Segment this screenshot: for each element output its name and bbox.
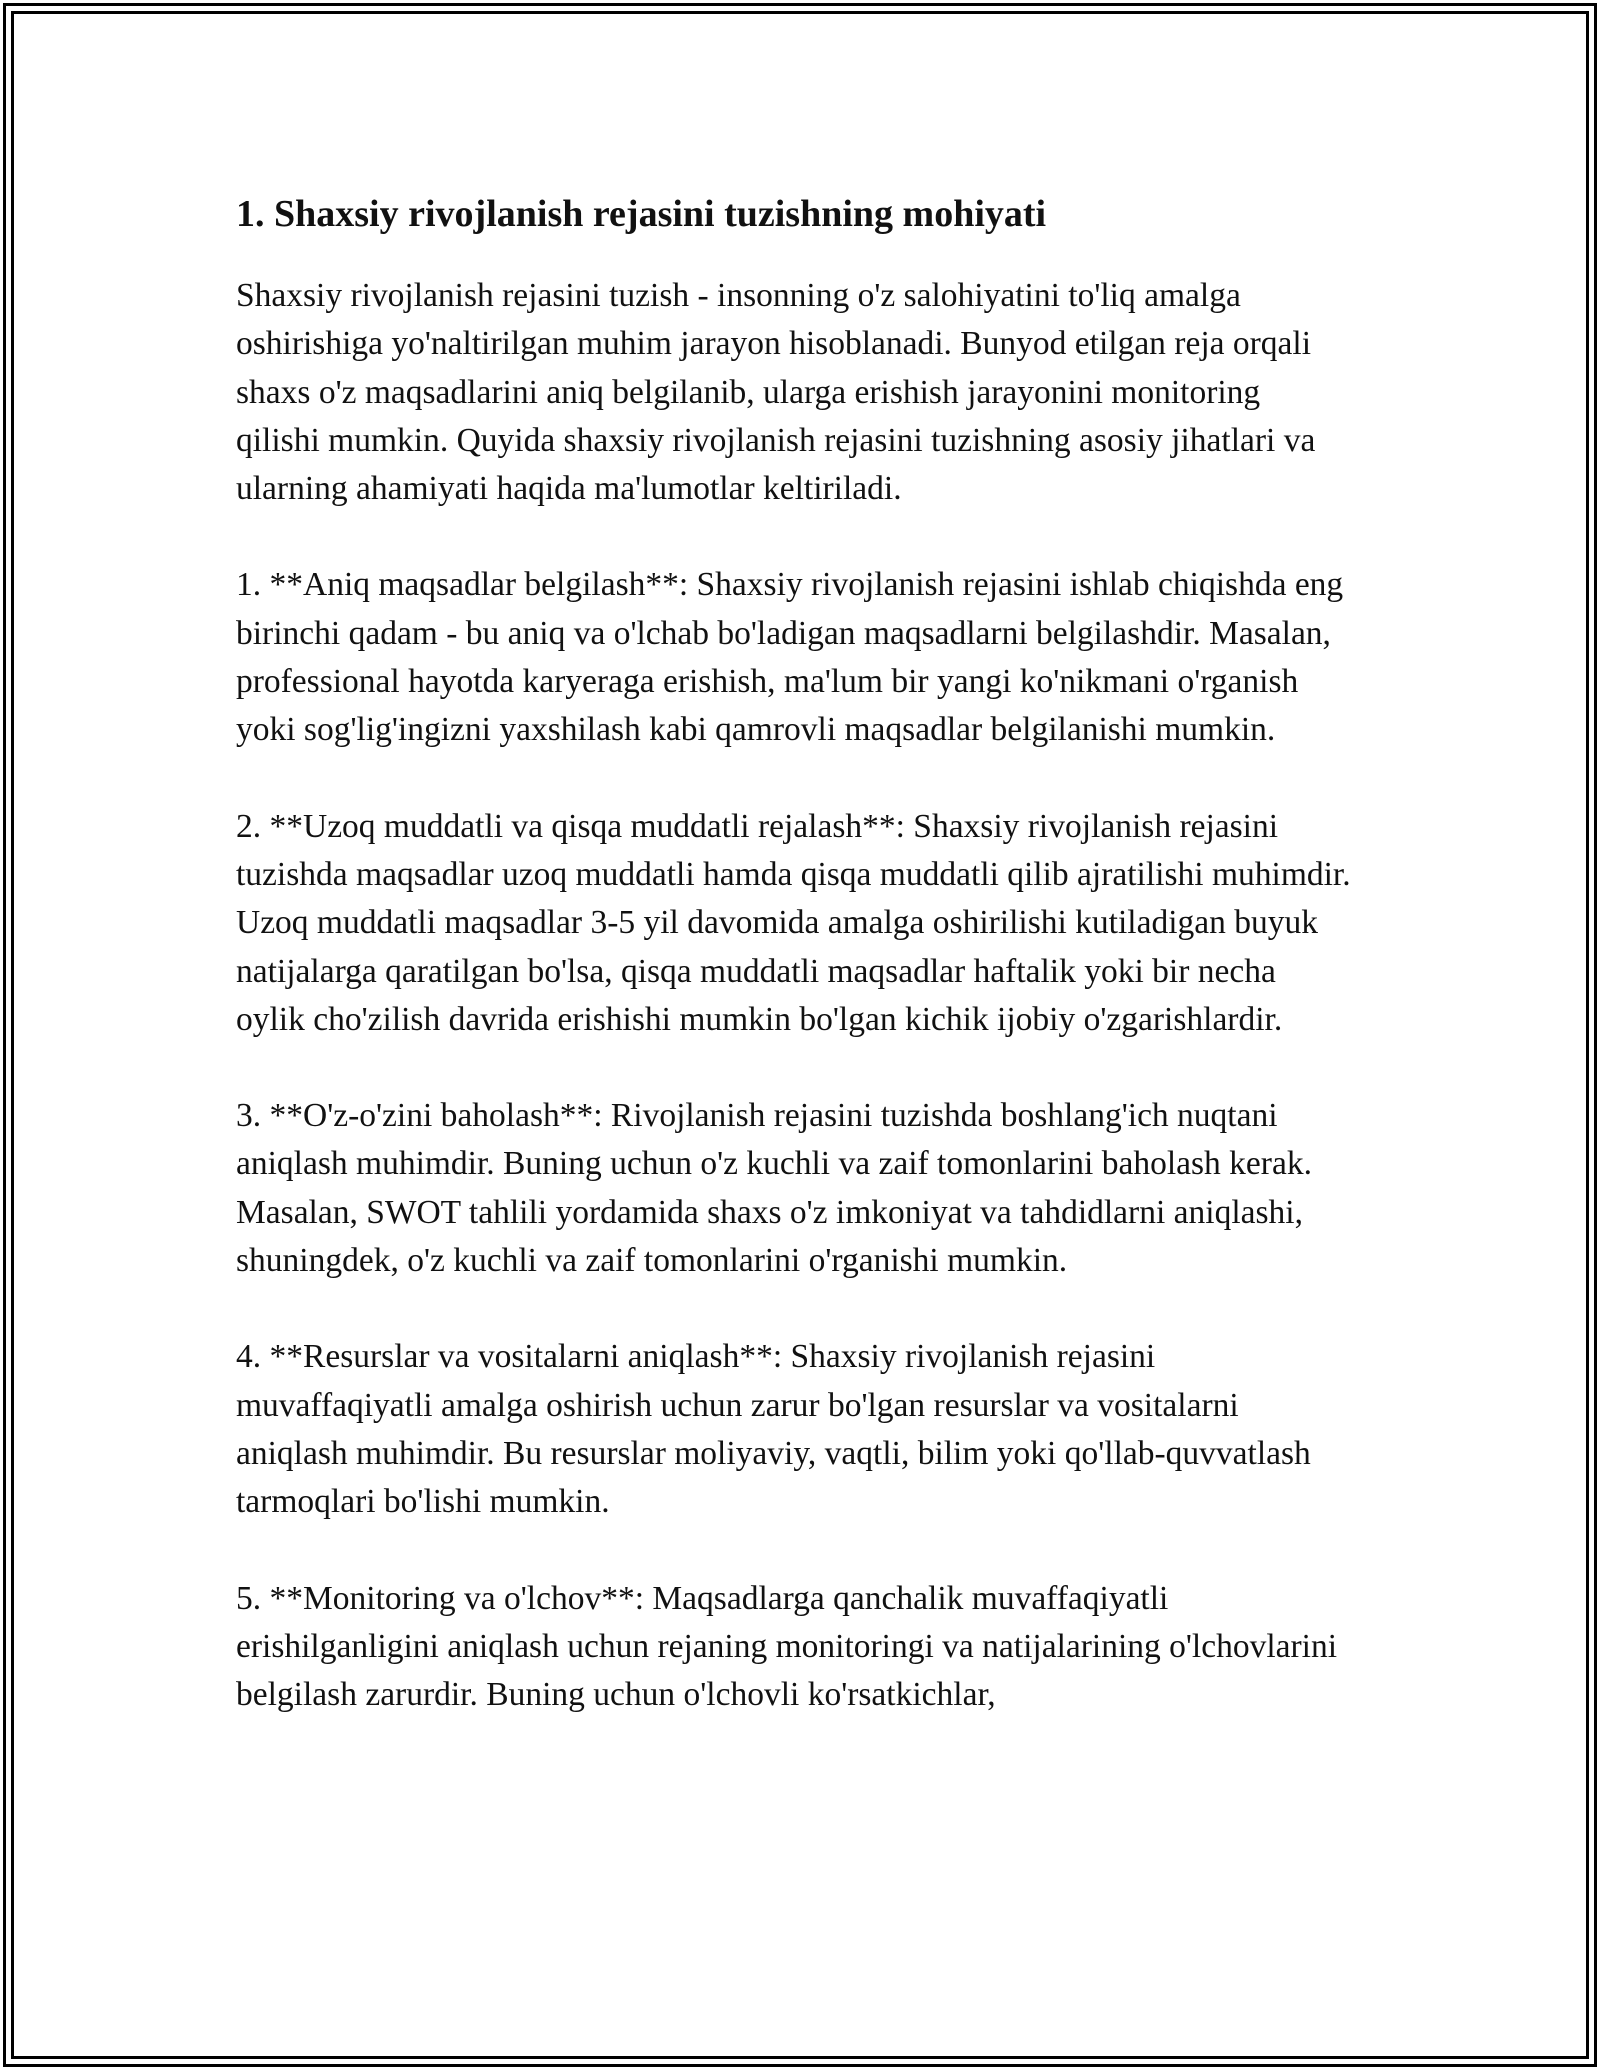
point-5-paragraph: 5. **Monitoring va o'lchov**: Maqsadlarga qanchalik muvaffaqiyatli erishilganligini aniqlash uchun rejaning monitoringi va natijalarining o'lchovlarini belgilash zarurdir. Buning uchun o'lchovli ko'rsatkichlar, xyxy=(236,1579,1338,1714)
point-1-paragraph: 1. **Aniq maqsadlar belgilash**: Shaxsiy rivojlanish rejasini ishlab chiqishda eng birinchi qadam - bu aniq va o'lchab bo'ladigan maqsadlarni belgilashdir. Masalan, professional hayotda karyeraga erishish, ma'lum bir yangi ko'nikmani o'rganish yoki sog'lig'ingizni yaxshilash kabi qamrovli maqsadlar belgilanishi mumkin. xyxy=(236,566,1344,749)
intro-paragraph: Shaxsiy rivojlanish rejasini tuzish - insonning o'z salohiyatini to'liq amalga oshirishiga yo'naltirilgan muhim jarayon hisoblanadi. Bunyod etilgan reja orqali shaxs o'z maqsadlarini aniq belgilanib, ularga erishish jarayonini monitoring qilishi mumkin. Quyida shaxsiy rivojlanish rejasini tuzishning asosiy jihatlari va ularning ahamiyati haqida ma'lumotlar keltiriladi. xyxy=(236,277,1316,508)
point-2-paragraph: 2. **Uzoq muddatli va qisqa muddatli rejalash**: Shaxsiy rivojlanish rejasini tuzishda maqsadlar uzoq muddatli hamda qisqa muddatli qilib ajratilishi muhimdir. Uzoq muddatli maqsadlar 3-5 yil davomida amalga oshirilishi kutiladigan buyuk natijalarga qaratilgan bo'lsa, qisqa muddatli maqsadlar haftalik yoki bir necha oylik cho'zilish davrida erishishi mumkin bo'lgan kichik ijobiy o'zgarishlardir. xyxy=(236,807,1351,1038)
section-heading: 1. Shaxsiy rivojlanish rejasini tuzishning mohiyati xyxy=(236,193,1047,235)
point-3-paragraph: 3. **O'z-o'zini baholash**: Rivojlanish rejasini tuzishda boshlang'ich nuqtani aniqlash muhimdir. Buning uchun o'z kuchli va zaif tomonlarini baholash kerak. Masalan, SWOT tahlili yordamida shaxs o'z imkoniyat va tahdidlarni aniqlashi, shuningdek, o'z kuchli va zaif tomonlarini o'rganishi mumkin. xyxy=(236,1097,1312,1280)
document-body xyxy=(236,184,1352,1719)
point-4-paragraph: 4. **Resurslar va vositalarni aniqlash**: Shaxsiy rivojlanish rejasini muvaffaqiyatli amalga oshirish uchun zarur bo'lgan resurslar va vositalarni aniqlash muhimdir. Bu resurslar moliyaviy, vaqtli, bilim yoki qo'llab-quvvatlash tarmoqlari bo'lishi mumkin. xyxy=(236,1338,1311,1521)
